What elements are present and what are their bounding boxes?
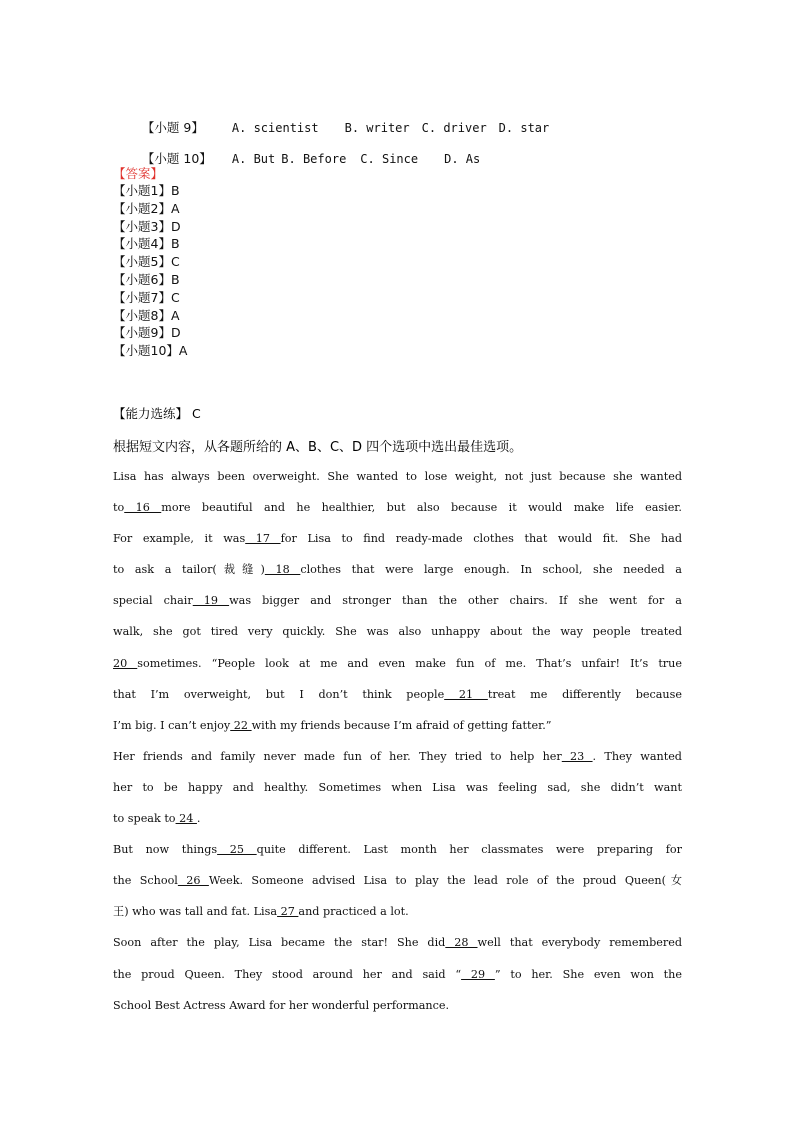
option-a: A. But — [231, 152, 276, 166]
blank-number: 29 — [461, 967, 495, 981]
option-d: D. As — [444, 152, 481, 166]
reading-passage — [113, 466, 682, 1026]
blank-number: 22 — [230, 718, 252, 732]
blank-number: 21 — [444, 687, 488, 701]
answer-item: 【小题5】C — [113, 254, 180, 270]
passage-line: special chair 19 was bigger and stronger than the other chairs. If she went for a — [113, 594, 682, 608]
blank-number: 24 — [175, 812, 197, 826]
blank-number: 23 — [561, 749, 593, 763]
answer-item: 【小题1】B — [113, 183, 180, 198]
answer-title: 【答案】 — [113, 166, 164, 181]
option-a: A. scientist — [231, 121, 319, 135]
passage-line: the proud Queen. They stood around her and said “ 29 ” to her. She even won the — [113, 967, 682, 981]
passage-line: the School 26 Week. Someone advised Lisa to play the lead role of the proud Queen(女 — [113, 874, 682, 888]
passage-line: Soon after the play, Lisa became the star! She did 28 well that everybody remembered — [113, 936, 682, 950]
passage-line: to 16 more beautiful and he healthier, but also because it would make life easier. — [113, 501, 682, 515]
question-label: 【小题 10】 — [141, 151, 212, 166]
blank-number: 20 — [113, 656, 138, 670]
option-c: C. Since — [360, 152, 419, 166]
answer-item: 【小题4】B — [113, 236, 180, 252]
blank-number: 27 — [277, 905, 299, 919]
passage-line: Her friends and family never made fun of her. They tried to help her 23 . They wanted — [113, 749, 682, 763]
question-10 — [113, 135, 490, 181]
option-b: B. Before — [281, 152, 347, 166]
passage-line: her to be happy and healthy. Sometimes when Lisa was feeling sad, she didn’t want — [113, 780, 682, 794]
answer-item: 【小题3】D — [113, 218, 181, 234]
blank-number: 17 — [245, 532, 281, 546]
answer-item: 【小题9】D — [113, 325, 181, 341]
passage-line: For example, it was 17 for Lisa to find ready-made clothes that would fit. She had — [113, 532, 682, 546]
answer-list — [113, 182, 187, 360]
passage-line: to speak to 24 . — [113, 812, 201, 826]
passage-line: 王) who was tall and fat. Lisa 27 and practiced a lot. — [113, 905, 409, 919]
blank-number: 19 — [192, 594, 230, 608]
question-label: 【小题 9】 — [141, 120, 204, 135]
answer-item: 【小题2】A — [113, 200, 180, 216]
option-c: C. driver — [421, 121, 487, 135]
blank-number: 26 — [177, 874, 209, 888]
passage-line: walk, she got tired very quickly. She was also unhappy about the way people treated — [113, 625, 682, 639]
answer-item: 【小题10】A — [113, 343, 188, 359]
instruction-text: 根据短文内容，从各题所给的 A、B、C、D 四个选项中选出最佳选项。 — [113, 440, 523, 455]
passage-line: Lisa has always been overweight. She wanted to lose weight, not just because she wanted — [113, 470, 682, 483]
passage-line: to ask a tailor(裁缝) 18 clothes that were large enough. In school, she needed a — [113, 563, 682, 577]
option-d: D. star — [498, 121, 550, 135]
blank-number: 16 — [124, 501, 162, 515]
answer-item: 【小题7】C — [113, 289, 180, 305]
passage-line: 20 sometimes. “People look at me and even make fun of me. That’s unfair! It’s true — [113, 656, 682, 670]
blank-number: 25 — [217, 843, 257, 857]
section-heading: 【能力选练】 C — [113, 406, 201, 421]
blank-number: 18 — [264, 563, 301, 577]
passage-line: that I’m overweight, but I don’t think people 21 treat me differently because — [113, 687, 682, 701]
passage-line: But now things 25 quite different. Last month her classmates were preparing for — [113, 843, 682, 857]
answer-item: 【小题6】B — [113, 271, 180, 287]
answer-item: 【小题8】A — [113, 307, 180, 323]
option-b: B. writer — [344, 121, 410, 135]
blank-number: 28 — [445, 936, 478, 950]
passage-line: School Best Actress Award for her wonderful performance. — [113, 998, 450, 1012]
passage-line: I’m big. I can’t enjoy 22 with my friends because I’m afraid of getting fatter.” — [113, 718, 552, 732]
